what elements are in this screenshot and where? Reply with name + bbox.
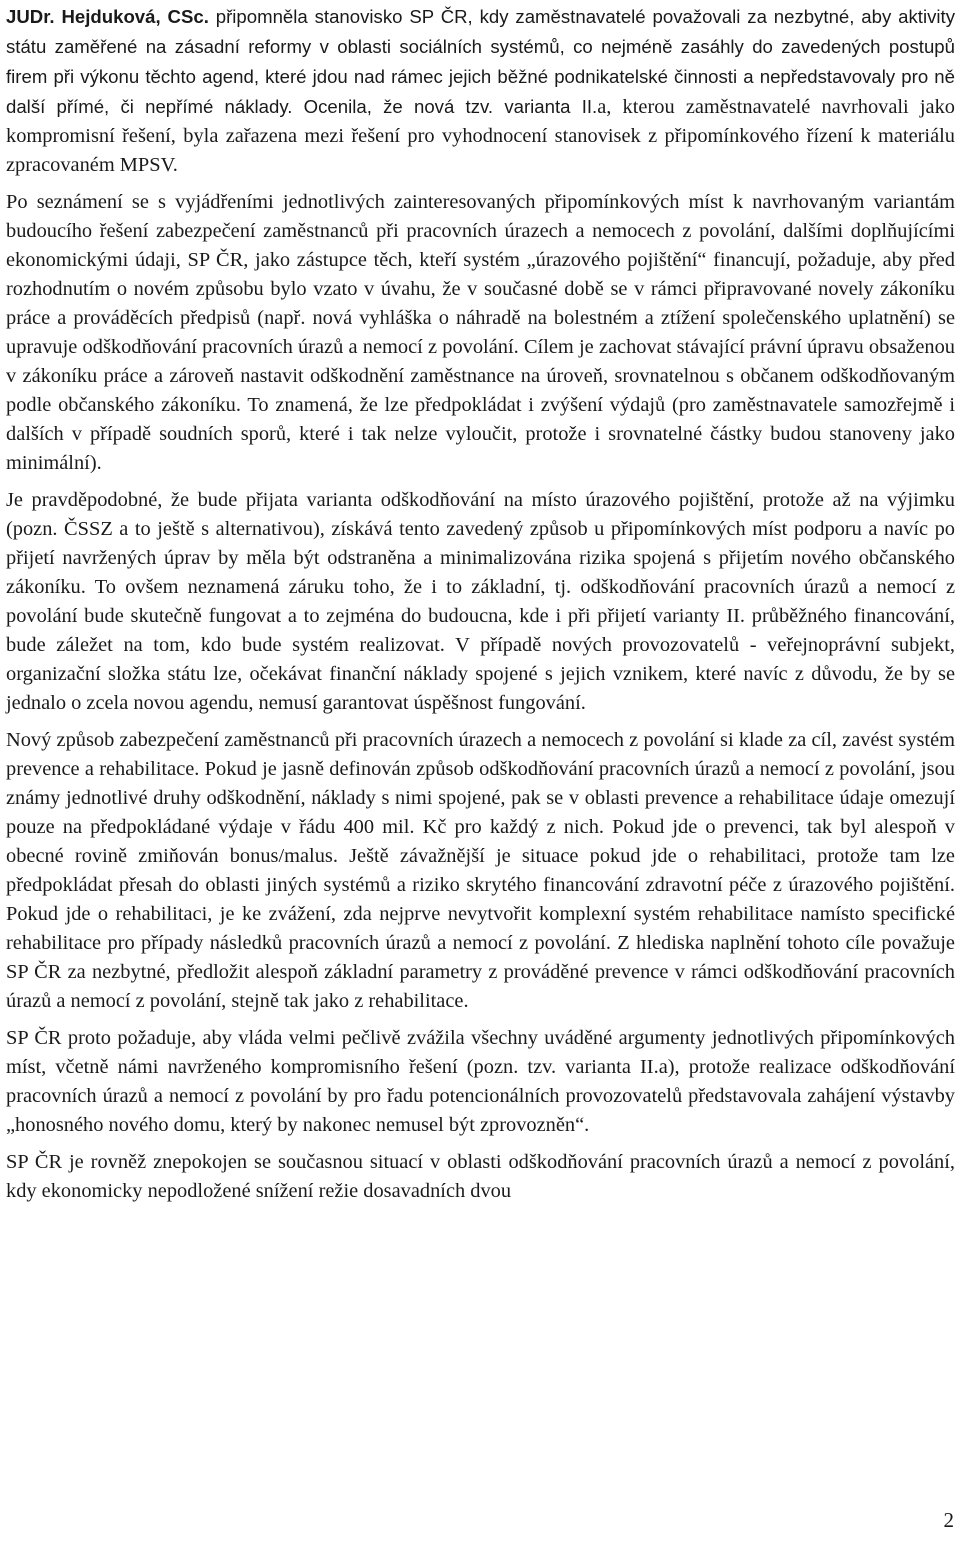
paragraph-6 <box>6 1148 955 1206</box>
page-number: 2 <box>943 1508 954 1532</box>
paragraph-6-text: SP ČR je rovněž znepokojen se současnou situací v oblasti odškodňování pracovních úrazů a nemocí z povolání, kdy ekonomicky nepodložené snížení režie dosavadních dvou <box>6 1151 955 1202</box>
paragraph-4 <box>6 726 955 1016</box>
paragraph-1-sans-run: připomněla stanovisko SP ČR, kdy zaměstnavatelé považovali za nezbytné, aby aktivity státu zaměřené na zásadní reformy v oblasti sociálních systémů, co nejméně zasáhly do zavedených postupů firem při výkonu těchto agend, které jdou nad rámec jejich běžné podnikatelské činnosti a nepředstavovaly pro ně další přímé, či nepřímé náklady. Ocenila, že nová tzv. varianta II. <box>6 6 955 117</box>
paragraph-3 <box>6 486 955 718</box>
paragraph-2-text: Po seznámení se s vyjádřeními jednotlivých zainteresovaných připomínkových míst k navrhovaným variantám budoucího řešení zabezpečení zaměstnanců při pracovních úrazech a nemocech z povolání, dalšími doplňujícími ekonomickými údaji, SP ČR, jako zástupce těch, kteří systém „úrazového pojištění“ financují, požaduje, aby před rozhodnutím o novém způsobu bylo vzato v úvahu, že v současné době se v rámci připravované novely zákoníku práce a prováděcích předpisů (např. nová vyhláška o náhradě na bolestném a ztížení společenského uplatnění) se upravuje odškodňování pracovních úrazů a nemocí z povolání. Cílem je zachovat stávající právní úpravu obsaženou v zákoníku práce a zároveň nastavit odškodnění zaměstnance na úroveň, srovnatelnou s občanem odškodňovaným podle občanského zákoníku. To znamená, že lze předpokládat i zvýšení výdajů (pro zaměstnavatele samozřejmě i dalších v případě soudních sporů, které i tak nelze vyloučit, protože i srovnatelné částky budou stanoveny jako minimální). <box>6 191 955 474</box>
paragraph-5-text: SP ČR proto požaduje, aby vláda velmi pečlivě zvážila všechny uváděné argumenty jednotlivých připomínkových míst, včetně námi navrženého kompromisního řešení (pozn. tzv. varianta II.a), protože realizace odškodňování pracovních úrazů a nemocí z povolání by pro řadu potencionálních provozovatelů představovala zahájení výstavby „honosného nového domu, který by nakonec nemusel být zprovozněn“. <box>6 1027 955 1136</box>
paragraph-1 <box>6 2 955 180</box>
paragraph-3-text: Je pravděpodobné, že bude přijata varianta odškodňování na místo úrazového pojištění, protože až na výjimku (pozn. ČSSZ a to ještě s alternativou), získává tento zavedený způsob u připomínkových míst podporu a navíc po přijetí navržených úprav by měla být odstraněna a minimalizována rizika spojená s přijetím nového občanského zákoníku. To ovšem neznamená záruku toho, že i to základní, tj. odškodňování pracovních úrazů a nemocí z povolání bude skutečně fungovat a to zejména do budoucna, kde i při přijetí varianty II. průběžného financování, bude záležet na tom, kdo bude systém realizovat. V případě nových provozovatelů - veřejnoprávní subjekt, organizační složka státu lze, očekávat finanční náklady spojené s jejich vznikem, které navíc z důvodu, že by se jednalo o zcela novou agendu, nemusí garantovat úspěšnost fungování. <box>6 489 955 714</box>
paragraph-5 <box>6 1024 955 1140</box>
paragraph-2 <box>6 188 955 478</box>
document-body <box>6 2 955 1214</box>
paragraph-1-serif-run: a, kterou zaměstnavatelé navrhovali jako kompromisní řešení, byla zařazena mezi řešení pro vyhodnocení stanovisek z připomínkového řízení k materiálu zpracovaném MPSV. <box>6 96 955 176</box>
author-name: JUDr. Hejduková, CSc. <box>6 6 209 27</box>
paragraph-4-text: Nový způsob zabezpečení zaměstnanců při pracovních úrazech a nemocech z povolání si klade za cíl, zavést systém prevence a rehabilitace. Pokud je jasně definován způsob odškodňování pracovních úrazů a nemocí z povolání, jsou známy jednotlivé druhy odškodnění, náklady s nimi spojené, pak se v oblasti prevence a rehabilitace údaje omezují pouze na předpokládané výdaje v řádu 400 mil. Kč pro každý z nich. Pokud jde o prevenci, tak byl alespoň v obecné rovině zmiňován bonus/malus. Ještě závažnější je situace pokud jde o rehabilitaci, protože tam lze předpokládat přesah do oblasti jiných systémů a riziko skrytého financování zdravotní péče z úrazového pojištění. Pokud jde o rehabilitaci, je ke zvážení, zda nejprve nevytvořit komplexní systém rehabilitace namísto specifické rehabilitace pro případy následků pracovních úrazů a nemocí z povolání. Z hlediska naplnění tohoto cíle považuje SP ČR za nezbytné, předložit alespoň základní parametry z prováděné prevence v rámci odškodňování pracovních úrazů a nemocí z povolání, stejně tak jako z rehabilitace. <box>6 729 955 1012</box>
